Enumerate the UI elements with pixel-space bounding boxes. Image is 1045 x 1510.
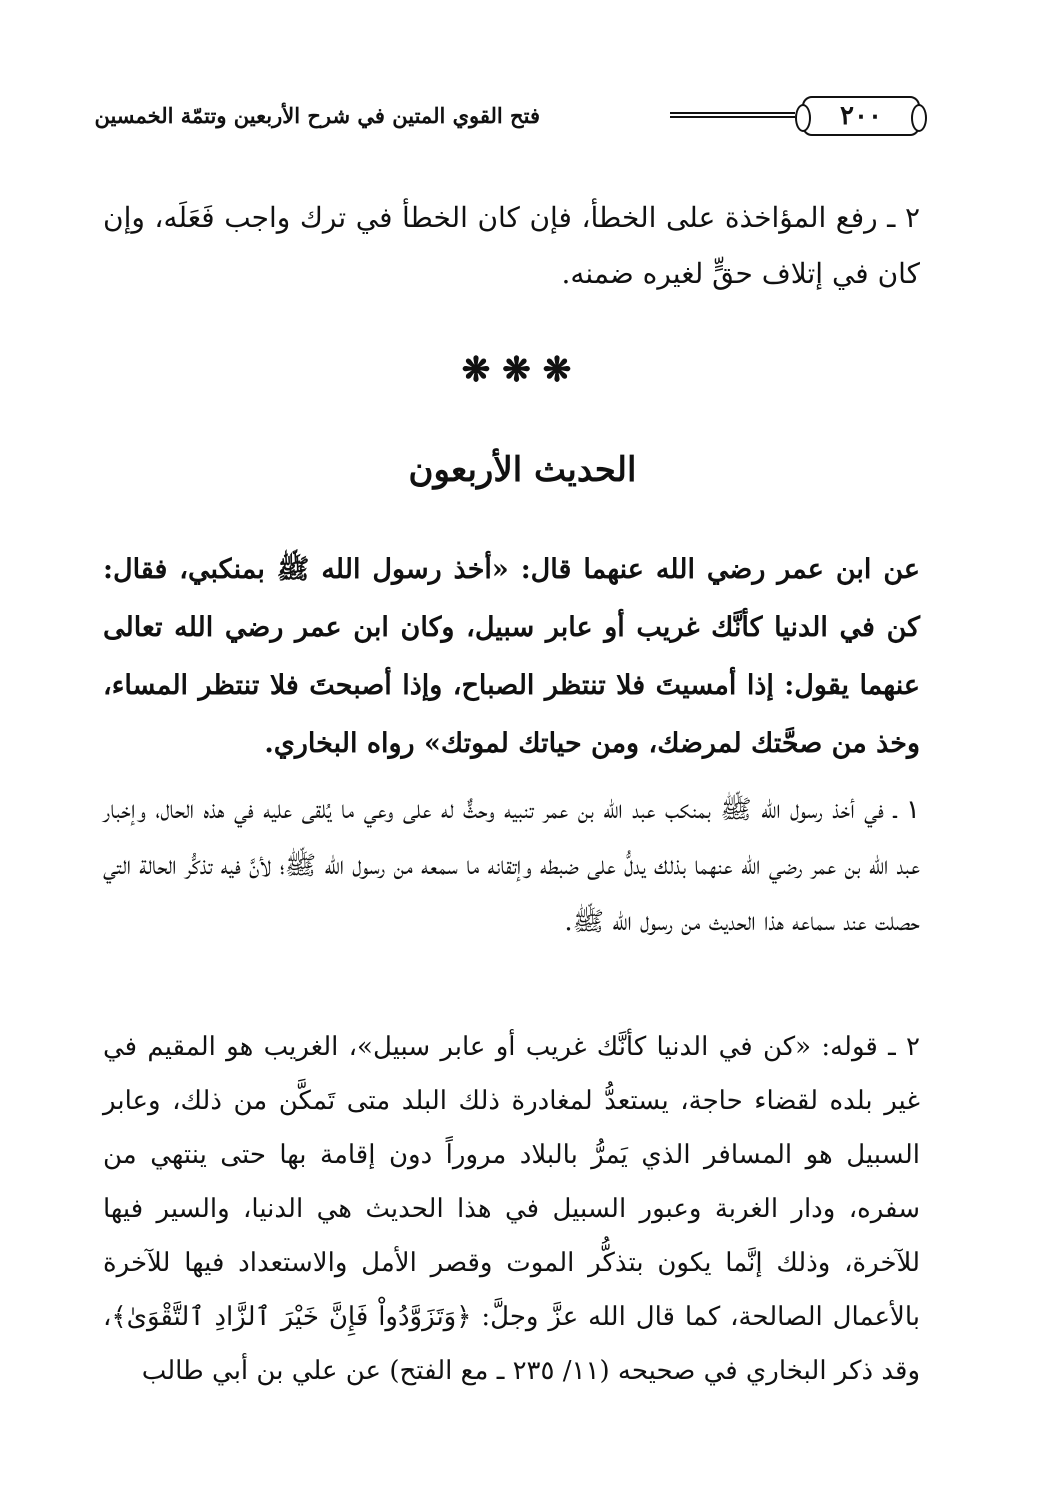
commentary-paragraph-2: ٢ ـ قوله: «كن في الدنيا كأنَّك غريب أو عابر سبيل»، الغريب هو المقيم في غير بلده لقضاء حاجة، يستعدُّ لمغادرة ذلك البلد متى تَمكَّن من ذلك، وعابر السبيل هو المسافر الذي يَمرُّ بالبلاد مروراً دون إقامة بها حتى ينتهي من سفره، ودار الغربة وعبور السبيل في هذا الحديث هي الدنيا، والسير فيها للآخرة، وذلك إنَّما يكون بتذكُّر الموت وقصر الأمل والاستعداد فيها للآخرة بالأعمال الصالحة، كما قال الله عزَّ وجلَّ: ﴿وَتَزَوَّدُواْ فَإِنَّ خَيْرَ ٱلزَّادِ ٱلتَّقْوَىٰ﴾، وقد ذكر البخاري في صحيحه (١١/ ٢٣٥ ـ مع الفتح) عن علي بن أبي طالب	[103, 1032, 921, 1386]
commentary-paragraph-1: ١ ـ في أخذ رسول الله ﷺ بمنكب عبد الله بن عمر تنبيه وحثٌّ له على وعي ما يُلقى عليه في هذه الحال، وإخبار عبد الله بن عمر رضي الله عنهما بذلك يدلُّ على ضبطه وإتقانه ما سمعه من رسول الله ﷺ؛ لأنَّ فيه تذكُّر الحالة التي حصلت عند سماعه هذا الحديث من رسول الله ﷺ.	[103, 795, 920, 937]
book-title: فتح القوي المتين في شرح الأربعين وتتمّة الخمسين	[94, 103, 540, 128]
section-heading: الحديث الأربعون	[408, 450, 637, 490]
page-header	[94, 88, 920, 144]
intro-paragraph: ٢ ـ رفع المؤاخذة على الخطأ، فإن كان الخطأ في ترك واجب فَعَلَه، وإن كان في إتلاف حقٍّ لغيره ضمنه.	[103, 201, 920, 290]
section-divider: ❋❋❋	[461, 350, 584, 390]
page-number-frame	[802, 96, 920, 136]
page-number: ٢٠٠	[840, 101, 882, 131]
hadith-text: عن ابن عمر رضي الله عنهما قال: «أخذ رسول الله ﷺ بمنكبي، فقال: كن في الدنيا كأنَّك غريب أو عابر سبيل، وكان ابن عمر رضي الله تعالى عنهما يقول: إذا أمسيتَ فلا تنتظر الصباح، وإذا أصبحتَ فلا تنتظر المساء، وخذ من صحَّتك لمرضك، ومن حياتك لموتك» رواه البخاري.	[103, 554, 920, 759]
header-rule	[670, 112, 795, 118]
